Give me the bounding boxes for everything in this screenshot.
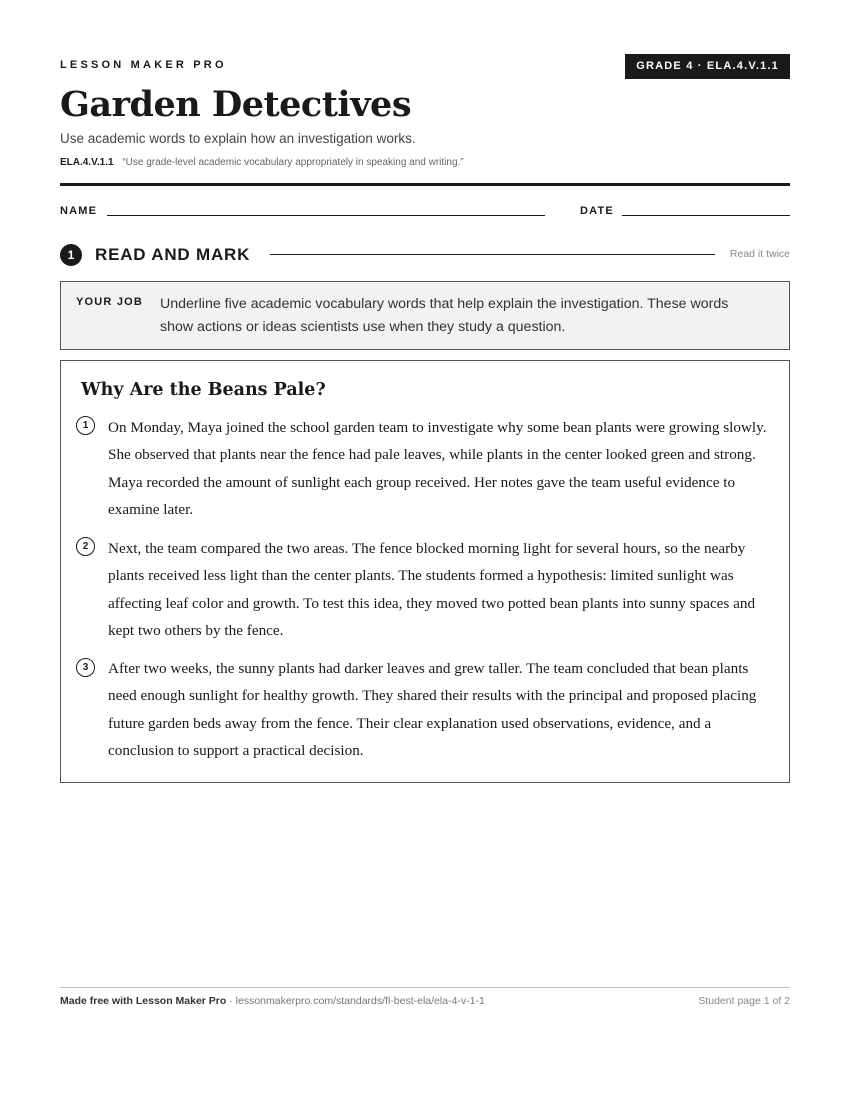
passage-title: Why Are the Beans Pale? bbox=[81, 380, 326, 400]
footer-divider bbox=[60, 987, 790, 988]
footer-brand: Made free with Lesson Maker Pro bbox=[60, 995, 227, 1007]
paragraph-number-1: 1 bbox=[76, 416, 95, 435]
paragraph-number-2: 2 bbox=[76, 537, 95, 556]
your-job-label: YOUR JOB bbox=[76, 296, 144, 308]
your-job-text: Underline five academic vocabulary words that help explain the investigation. These words show actions or ideas scientists use when they study a question. bbox=[160, 296, 729, 335]
worksheet-page bbox=[60, 0, 790, 1100]
paragraph-1[interactable]: On Monday, Maya joined the school garden team to investigate why some bean plants were growing slowly. She observed that plants near the fence had pale leaves, while plants in the center looked green and strong. Maya recorded the amount of sunlight each group received. Her notes gave the team useful evidence to examine later. bbox=[108, 419, 767, 518]
brand-name: LESSON MAKER PRO bbox=[60, 59, 227, 71]
section-title: READ AND MARK bbox=[95, 245, 251, 264]
standard-text: “Use grade-level academic vocabulary appropriately in speaking and writing.” bbox=[122, 157, 464, 168]
date-label: DATE bbox=[580, 205, 614, 217]
footer-url[interactable]: · lessonmakerpro.com/standards/fl-best-ela/ela-4-v-1-1 bbox=[226, 995, 485, 1007]
reading-passage bbox=[60, 360, 790, 783]
date-field[interactable] bbox=[622, 215, 790, 216]
your-job-box bbox=[60, 281, 790, 350]
section-number-badge: 1 bbox=[60, 244, 82, 266]
name-field[interactable] bbox=[107, 215, 545, 216]
page-title: Garden Detectives bbox=[60, 84, 412, 125]
standard-line bbox=[60, 157, 464, 168]
section-rule bbox=[270, 254, 715, 255]
section-note: Read it twice bbox=[729, 248, 790, 260]
paragraph-number-3: 3 bbox=[76, 658, 95, 677]
footer-credit bbox=[60, 995, 485, 1007]
paragraph-3[interactable]: After two weeks, the sunny plants had darker leaves and grew taller. The team concluded that bean plants need enough sunlight for healthy growth. They shared their results with the principal and proposed placing future garden beds away from the fence. Their clear explanation used observations, evidence, and a conclusion to support a practical decision. bbox=[108, 660, 757, 759]
page-subtitle: Use academic words to explain how an investigation works. bbox=[60, 131, 416, 146]
standard-code: ELA.4.V.1.1 bbox=[60, 157, 114, 168]
header-divider bbox=[60, 183, 790, 186]
grade-badge: GRADE 4 · ELA.4.V.1.1 bbox=[625, 54, 790, 79]
footer-page-number: Student page 1 of 2 bbox=[698, 995, 790, 1007]
name-label: NAME bbox=[60, 205, 98, 217]
paragraph-2[interactable]: Next, the team compared the two areas. The fence blocked morning light for several hours, so the nearby plants received less light than the center plants. The students formed a hypothesis: limited sunlight was affecting leaf color and growth. To test this idea, they moved two potted bean plants into sunny spaces and kept two others by the fence. bbox=[108, 540, 756, 639]
